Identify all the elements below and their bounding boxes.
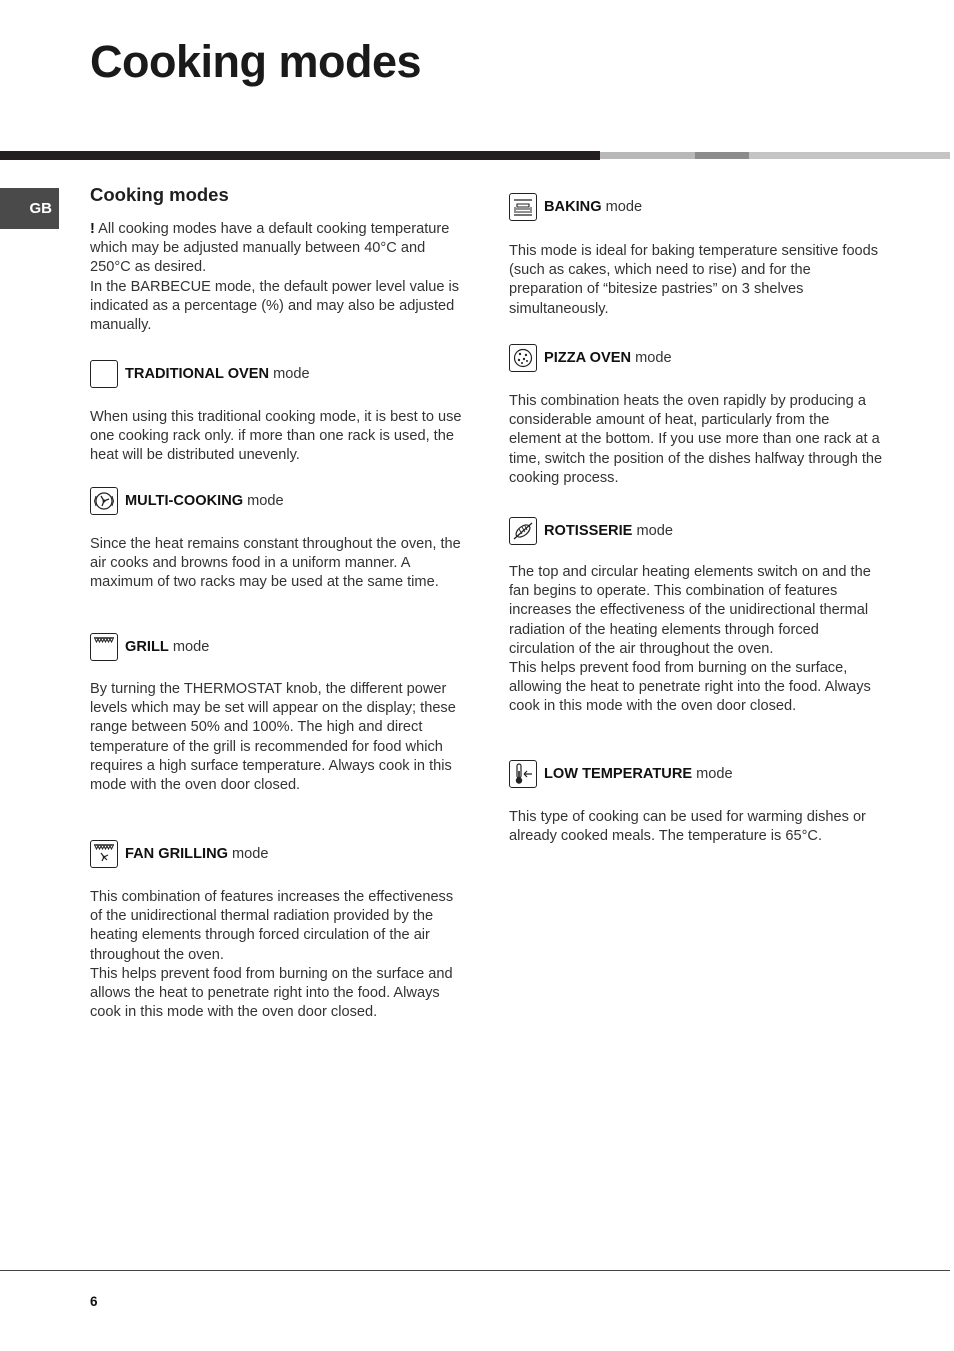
mode-description <box>509 563 885 717</box>
mode-description-part: The top and circular heating elements switch on and the fan begins to operate. This combination of features increases the effectiveness of the unidirectional thermal radiation of the heating elements through forced circulation of the air throughout the oven. <box>509 564 871 657</box>
header-rule-dark <box>0 151 600 160</box>
traditional-oven-icon <box>90 360 118 388</box>
intro-text-barbecue: In the BARBECUE mode, the default power level value is indicated as a percentage (%) and may also be adjusted manually. <box>90 278 460 334</box>
language-tab: GB <box>0 188 59 229</box>
mode-name: PIZZA OVEN <box>544 350 632 366</box>
pizza-oven-icon <box>509 344 537 372</box>
mode-grill <box>90 632 209 662</box>
mode-description: By turning the THERMOSTAT knob, the different power levels which may be set will appear on the display; these range between 50% and 100%. The high and direct temperature of the grill is recommended for food which requires a high surface temperature. Always cook in this mode with the oven door closed. <box>90 681 456 794</box>
mode-name: LOW TEMPERATURE <box>544 766 693 782</box>
section-heading: Cooking modes <box>90 184 229 205</box>
mode-name: ROTISSERIE <box>544 523 633 539</box>
mode-description: Since the heat remains constant throughout the oven, the air cooks and browns food in a uniform manner. A maximum of two racks may be used at the same time. <box>90 536 461 591</box>
mode-description-part: This helps prevent food from burning on the surface and allows the heat to penetrate right into the food. Always cook in this mode with the oven door closed. <box>90 965 453 1021</box>
mode-suffix: mode <box>631 350 672 366</box>
page-number: 6 <box>90 1294 98 1309</box>
mode-description: This combination heats the oven rapidly by producing a considerable amount of heat, particularly from the element at the bottom. If you use more than one rack at a time, switch the position of the dishes halfway through the cooking process. <box>509 393 883 486</box>
header-rule-segment <box>695 152 749 159</box>
mode-fan-grilling <box>90 839 269 869</box>
mode-description: When using this traditional cooking mode, it is best to use one cooking rack only. if more than one rack is used, the heat will be distributed unevenly. <box>90 409 462 464</box>
header-rule-segment <box>749 152 950 159</box>
mode-name: BAKING <box>544 199 602 215</box>
mode-suffix: mode <box>243 493 284 509</box>
mode-baking <box>509 192 642 222</box>
mode-suffix: mode <box>227 846 269 862</box>
mode-suffix: mode <box>632 523 673 539</box>
grill-icon <box>90 633 118 661</box>
mode-description-part: This helps prevent food from burning on the surface, allowing the heat to penetrate right into the food. Always cook in this mode with the oven door closed. <box>509 660 871 715</box>
mode-description <box>90 888 466 1022</box>
mode-suffix: mode <box>269 366 310 382</box>
mode-suffix: mode <box>601 199 643 215</box>
mode-description-part: This combination of features increases the effectiveness of the unidirectional thermal radiation provided by the heating elements through forced circulation of the air throughout the oven. <box>90 889 454 963</box>
mode-traditional-oven <box>90 359 310 389</box>
multi-cooking-icon <box>90 487 118 515</box>
page-title: Cooking modes <box>90 36 422 87</box>
mode-name: MULTI-COOKING <box>125 493 244 509</box>
mode-description: This type of cooking can be used for warming dishes or already cooked meals. The temperature is 65°C. <box>509 809 866 845</box>
mode-name: TRADITIONAL OVEN <box>125 366 270 382</box>
fan-grilling-icon <box>90 840 118 868</box>
header-rule-segment <box>600 152 695 159</box>
mode-name: GRILL <box>125 639 169 655</box>
mode-name: FAN GRILLING <box>125 846 228 862</box>
mode-description: This mode is ideal for baking temperature sensitive foods (such as cakes, which need to rise) and for the preparation of “bitesize pastries” on 3 shelves simultaneously. <box>509 243 879 317</box>
mode-multi-cooking <box>90 486 284 516</box>
baking-icon <box>509 193 537 221</box>
warning-mark: ! <box>90 221 95 237</box>
intro-paragraph <box>90 220 466 335</box>
footer-rule <box>0 1270 950 1271</box>
mode-rotisserie <box>509 516 673 546</box>
intro-text: All cooking modes have a default cooking temperature which may be adjusted manually between 40°C and 250°C as desired. <box>90 221 450 276</box>
mode-suffix: mode <box>168 639 210 655</box>
mode-low-temperature <box>509 759 733 789</box>
mode-pizza-oven <box>509 343 672 373</box>
low-temperature-icon <box>509 760 537 788</box>
mode-suffix: mode <box>692 766 733 782</box>
rotisserie-icon <box>509 517 537 545</box>
